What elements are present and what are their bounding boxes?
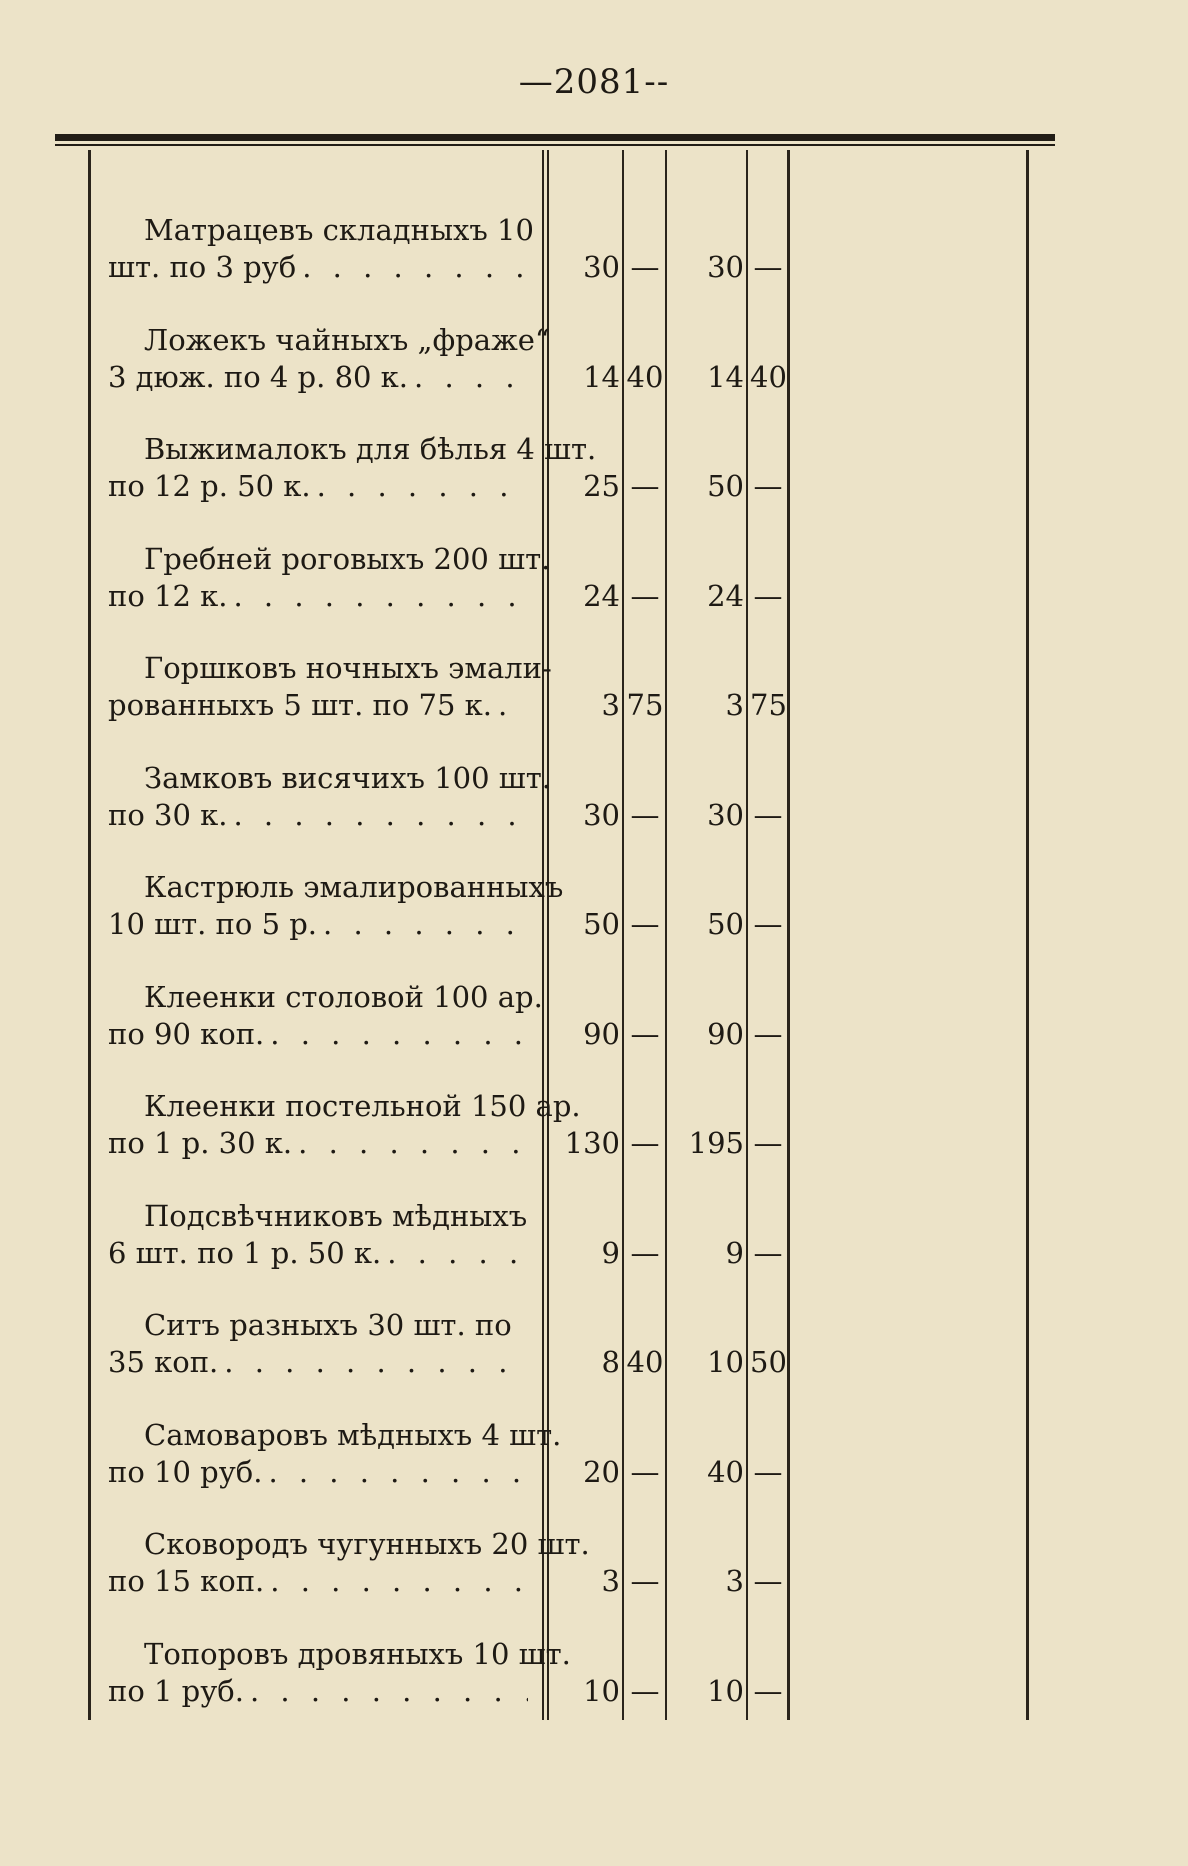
item-name: Самоваровъ мѣдныхъ 4 шт. — [144, 1417, 562, 1452]
leader-dots — [227, 578, 528, 615]
top-rule — [55, 134, 1055, 141]
item-quantity-price: по 1 р. 30 к. — [108, 1126, 293, 1160]
table-row — [0, 979, 1188, 1089]
leader-dots — [227, 797, 528, 834]
table-row — [0, 431, 1188, 541]
item-name: Матрацевъ складныхъ 10 — [144, 213, 534, 247]
amount-kopecks-2: — — [753, 1235, 783, 1270]
amount-kopecks-1: — — [630, 1235, 660, 1270]
item-quantity-price: 3 дюж. по 4 р. 80 к. — [108, 359, 409, 394]
leader-dots — [296, 249, 528, 286]
item-detail-line — [108, 1344, 528, 1381]
item-description — [108, 212, 534, 286]
amount-kopecks-1: 40 — [626, 359, 664, 394]
amount-rubles-2: 3 — [725, 1564, 744, 1598]
table-row — [0, 1307, 1188, 1417]
amount-rubles-2: 90 — [707, 1016, 744, 1051]
leader-dots — [292, 1125, 528, 1162]
amount-rubles-2: 50 — [707, 469, 744, 503]
item-name: Топоровъ дровяныхъ 10 шт. — [144, 1636, 571, 1671]
amount-kopecks-1: — — [630, 907, 660, 941]
item-description — [108, 1526, 590, 1600]
table-row — [0, 1526, 1188, 1636]
item-quantity-price: по 30 к. — [108, 797, 228, 832]
table-row — [0, 760, 1188, 870]
leader-dots — [262, 1454, 528, 1491]
item-detail-line — [108, 1235, 528, 1272]
amount-kopecks-2: — — [753, 1016, 783, 1051]
amount-rubles-1: 3 — [601, 1564, 620, 1598]
item-name: Замковъ висячихъ 100 шт. — [144, 760, 552, 795]
table-row — [0, 322, 1188, 432]
item-description — [108, 650, 552, 724]
table-row — [0, 541, 1188, 651]
item-description — [108, 1307, 528, 1381]
amount-kopecks-2: 40 — [750, 359, 787, 394]
amount-kopecks-2: — — [753, 1673, 783, 1708]
amount-rubles-1: 10 — [583, 1673, 620, 1708]
item-description — [108, 1417, 562, 1491]
amount-kopecks-2: — — [753, 797, 783, 832]
amount-rubles-1: 130 — [564, 1126, 620, 1160]
leader-dots — [311, 468, 528, 505]
amount-rubles-1: 14 — [583, 359, 620, 394]
item-name: Горшковъ ночныхъ эмали- — [144, 651, 552, 685]
item-quantity-price: шт. по 3 руб — [108, 250, 297, 284]
item-quantity-price: по 15 коп. — [108, 1564, 265, 1598]
item-detail-line — [108, 1016, 528, 1053]
item-quantity-price: по 10 руб. — [108, 1454, 263, 1489]
amount-rubles-2: 24 — [707, 578, 744, 613]
amount-rubles-2: 40 — [707, 1454, 744, 1489]
item-description — [108, 541, 551, 615]
item-detail-line — [108, 687, 528, 724]
table-row — [0, 650, 1188, 760]
table-row — [0, 869, 1188, 979]
ledger-table — [0, 212, 1188, 1745]
amount-kopecks-1: — — [630, 797, 660, 832]
item-name: Ложекъ чайныхъ „фраже“ — [144, 322, 550, 357]
item-detail-line — [108, 1673, 528, 1710]
item-quantity-price: 10 шт. по 5 р. — [108, 907, 318, 941]
leader-dots — [244, 1673, 528, 1710]
amount-kopecks-1: — — [630, 1016, 660, 1051]
amount-kopecks-1: — — [630, 1564, 660, 1598]
item-description — [108, 869, 564, 943]
amount-kopecks-2: — — [753, 578, 783, 613]
leader-dots — [317, 906, 528, 943]
item-name: Сковородъ чугунныхъ 20 шт. — [144, 1527, 590, 1561]
item-detail-line — [108, 468, 528, 505]
amount-rubles-1: 20 — [583, 1454, 620, 1489]
amount-kopecks-2: — — [753, 907, 783, 941]
table-row — [0, 212, 1188, 322]
amount-rubles-2: 9 — [725, 1235, 744, 1270]
amount-rubles-2: 195 — [688, 1126, 744, 1160]
item-quantity-price: по 90 коп. — [108, 1016, 265, 1051]
amount-rubles-1: 50 — [583, 907, 620, 941]
item-quantity-price: 35 коп. — [108, 1345, 219, 1379]
amount-rubles-1: 90 — [583, 1016, 620, 1051]
leader-dots — [218, 1344, 528, 1381]
item-description — [108, 979, 543, 1053]
item-quantity-price: по 12 к. — [108, 578, 228, 613]
item-detail-line — [108, 1125, 528, 1162]
item-name: Кастрюль эмалированныхъ — [144, 870, 564, 904]
table-row — [0, 1417, 1188, 1527]
table-row — [0, 1198, 1188, 1308]
amount-rubles-1: 8 — [601, 1345, 620, 1379]
amount-kopecks-1: — — [630, 578, 660, 613]
page-number: —2081-- — [518, 62, 670, 102]
amount-kopecks-1: — — [630, 1454, 660, 1489]
amount-kopecks-2: — — [753, 1126, 783, 1160]
item-detail-line — [108, 359, 528, 396]
table-row — [0, 1636, 1188, 1746]
amount-rubles-1: 30 — [583, 797, 620, 832]
item-description — [108, 322, 550, 396]
item-description — [108, 760, 552, 834]
top-rule-thin — [55, 144, 1055, 146]
item-quantity-price: 6 шт. по 1 р. 50 к. — [108, 1235, 382, 1270]
leader-dots — [381, 1235, 528, 1272]
amount-kopecks-1: — — [630, 250, 660, 284]
amount-rubles-2: 10 — [707, 1673, 744, 1708]
leader-dots — [264, 1016, 528, 1053]
item-quantity-price: рованныхъ 5 шт. по 75 к. — [108, 688, 492, 722]
amount-kopecks-1: — — [630, 1126, 660, 1160]
amount-kopecks-1: — — [630, 1673, 660, 1708]
item-quantity-price: по 12 р. 50 к. — [108, 469, 311, 503]
item-description — [108, 1636, 571, 1710]
item-name: Клеенки постельной 150 ар. — [144, 1089, 581, 1123]
amount-kopecks-1: — — [630, 469, 660, 503]
amount-rubles-2: 50 — [707, 907, 744, 941]
amount-rubles-2: 30 — [707, 797, 744, 832]
item-quantity-price: по 1 руб. — [108, 1673, 244, 1708]
item-name: Подсвѣчниковъ мѣдныхъ — [144, 1198, 528, 1233]
amount-rubles-1: 30 — [583, 250, 620, 284]
leader-dots — [264, 1563, 528, 1600]
item-description — [108, 1198, 528, 1272]
item-name: Гребней роговыхъ 200 шт. — [144, 541, 551, 576]
amount-rubles-2: 14 — [707, 359, 744, 394]
item-name: Ситъ разныхъ 30 шт. по — [144, 1308, 512, 1342]
amount-rubles-2: 3 — [725, 688, 744, 722]
amount-kopecks-2: — — [753, 1564, 783, 1598]
item-detail-line — [108, 1563, 528, 1600]
item-detail-line — [108, 578, 528, 615]
amount-kopecks-1: 40 — [626, 1345, 664, 1379]
table-row — [0, 1088, 1188, 1198]
amount-rubles-1: 25 — [583, 469, 620, 503]
item-name: Клеенки столовой 100 ар. — [144, 979, 543, 1014]
amount-kopecks-2: — — [753, 469, 783, 503]
amount-kopecks-1: 75 — [626, 688, 664, 722]
item-detail-line — [108, 906, 528, 943]
leader-dots — [492, 687, 528, 724]
amount-rubles-2: 30 — [707, 250, 744, 284]
item-description — [108, 1088, 581, 1162]
item-detail-line — [108, 1454, 528, 1491]
amount-rubles-1: 24 — [583, 578, 620, 613]
item-detail-line — [108, 797, 528, 834]
amount-rubles-1: 9 — [601, 1235, 620, 1270]
amount-rubles-1: 3 — [601, 688, 620, 722]
amount-kopecks-2: 50 — [750, 1345, 787, 1379]
item-description — [108, 431, 597, 505]
amount-rubles-2: 10 — [707, 1345, 744, 1379]
item-detail-line — [108, 249, 528, 286]
amount-kopecks-2: — — [753, 250, 783, 284]
item-name: Выжималокъ для бѣлья 4 шт. — [144, 432, 597, 466]
amount-kopecks-2: — — [753, 1454, 783, 1489]
leader-dots — [408, 359, 528, 396]
amount-kopecks-2: 75 — [750, 688, 787, 722]
